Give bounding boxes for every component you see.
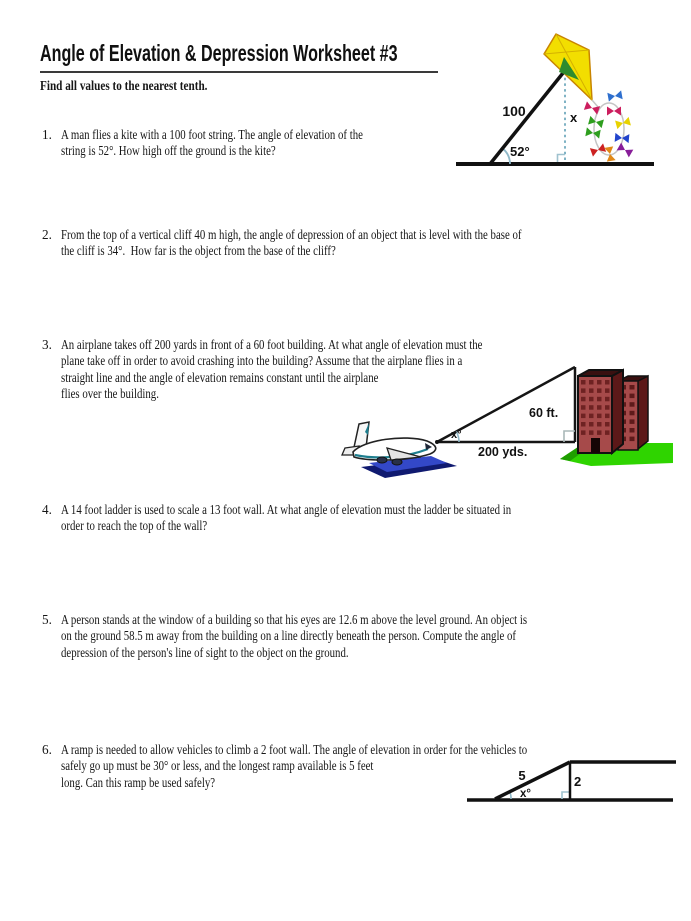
building-window — [581, 414, 586, 419]
building-window — [581, 380, 586, 385]
kite-diagram — [440, 10, 690, 168]
building-door — [591, 438, 600, 453]
building-window — [630, 411, 635, 416]
building-window — [597, 380, 602, 385]
kite-tail-bow-icon — [607, 90, 622, 101]
kite-height-label: x — [570, 110, 578, 125]
building-window — [597, 422, 602, 427]
building-window — [589, 397, 594, 402]
question-line: string is 52°. How high off the ground is the kite? — [61, 143, 276, 159]
question-line: on the ground 58.5 m away from the building on a line directly beneath the person. Compute the angle of — [61, 628, 516, 644]
vertex-dot — [435, 440, 439, 444]
building-window — [581, 430, 586, 435]
question-line: plane take off in order to avoid crashing into the building? Assume that the airplane flies in a — [61, 353, 463, 369]
subtitle: Find all values to the nearest tenth. — [40, 79, 208, 94]
building-window — [581, 422, 586, 427]
building-side-face — [638, 376, 648, 449]
building-window — [589, 380, 594, 385]
question-number: 2. — [42, 227, 52, 242]
takeoff-angle-label: x° — [451, 429, 462, 441]
building-window — [630, 402, 635, 407]
page-title: Angle of Elevation & Depression Worksheet #3 — [40, 40, 398, 66]
airplane-icon — [342, 422, 457, 478]
ramp-length-label: 5 — [518, 768, 526, 783]
building-window — [597, 430, 602, 435]
kite-tail-bows — [584, 90, 633, 161]
building-window — [589, 414, 594, 419]
kite-tail-string — [592, 100, 598, 107]
right-angle-icon — [558, 155, 566, 163]
building-window — [589, 388, 594, 393]
question-number: 3. — [42, 337, 52, 352]
building-window — [597, 405, 602, 410]
angle-arc-icon — [503, 149, 510, 165]
question-line: order to reach the top of the wall? — [61, 518, 208, 534]
question-line: An airplane takes off 200 yards in front of a 60 foot building. At what angle of elevation must the — [61, 337, 483, 352]
right-angle-icon — [564, 431, 575, 442]
question-number: 1. — [42, 127, 52, 142]
building-window — [605, 380, 610, 385]
building-window — [581, 405, 586, 410]
question-line: A person stands at the window of a building so that his eyes are 12.6 m above the level ground. An object is — [61, 612, 528, 627]
building-icon — [578, 370, 648, 453]
kite-tail — [584, 90, 633, 161]
question-line: straight line and the angle of elevation remains constant until the airplane — [61, 369, 379, 385]
question-line: long. Can this ramp be used safely? — [61, 774, 216, 790]
question-line: A ramp is needed to allow vehicles to climb a 2 foot wall. The angle of elevation in order for the vehicles to — [61, 742, 528, 757]
distance-label: 200 yds. — [478, 445, 528, 459]
building-window — [589, 422, 594, 427]
engine — [377, 457, 387, 463]
building-height-label: 60 ft. — [529, 406, 559, 420]
building-window — [605, 414, 610, 419]
building-window — [630, 437, 635, 442]
question-line: From the top of a vertical cliff 40 m high, the angle of depression of an object that is level with the base of — [61, 227, 522, 242]
building-window — [630, 419, 635, 424]
building-window — [597, 414, 602, 419]
building-window — [605, 422, 610, 427]
kite-tail-bow-icon — [607, 107, 621, 116]
kite-tail-bow-icon — [584, 101, 600, 114]
building-window — [581, 388, 586, 393]
ramp-angle-label: x° — [520, 788, 531, 800]
building-side-face — [612, 370, 623, 453]
building-window — [597, 397, 602, 402]
building-window — [605, 388, 610, 393]
question-line: safely go up must be 30° or less, and the longest ramp available is 5 feet — [61, 758, 374, 774]
title-rule — [40, 71, 438, 73]
string-length-label: 100 — [502, 103, 526, 119]
building-window — [589, 405, 594, 410]
building-window — [605, 397, 610, 402]
right-angle-icon — [562, 792, 569, 799]
building-window — [605, 405, 610, 410]
question-number: 4. — [42, 502, 52, 517]
building-window — [630, 428, 635, 433]
building-window — [630, 385, 635, 390]
building-window — [589, 430, 594, 435]
kite-tail-bow-icon — [585, 127, 600, 138]
question-line: A man flies a kite with a 100 foot string. The angle of elevation of the — [61, 127, 363, 142]
question-line: A 14 foot ladder is used to scale a 13 foot wall. At what angle of elevation must the ladder be situated in — [61, 502, 512, 517]
kite-angle-label: 52° — [510, 144, 530, 159]
question-line: flies over the building. — [61, 386, 159, 402]
question-number: 6. — [42, 742, 52, 757]
building-window — [630, 394, 635, 399]
question-number: 5. — [42, 612, 52, 627]
building-window — [581, 397, 586, 402]
building-window — [605, 430, 610, 435]
wall-height-label: 2 — [574, 774, 582, 789]
building-window — [597, 388, 602, 393]
engine — [392, 459, 402, 465]
question-line: the cliff is 34°. How far is the object from the base of the cliff? — [61, 243, 336, 259]
question-line: depression of the person's line of sight to the object on the ground. — [61, 644, 349, 660]
kite-tail-bow-icon — [617, 143, 634, 158]
